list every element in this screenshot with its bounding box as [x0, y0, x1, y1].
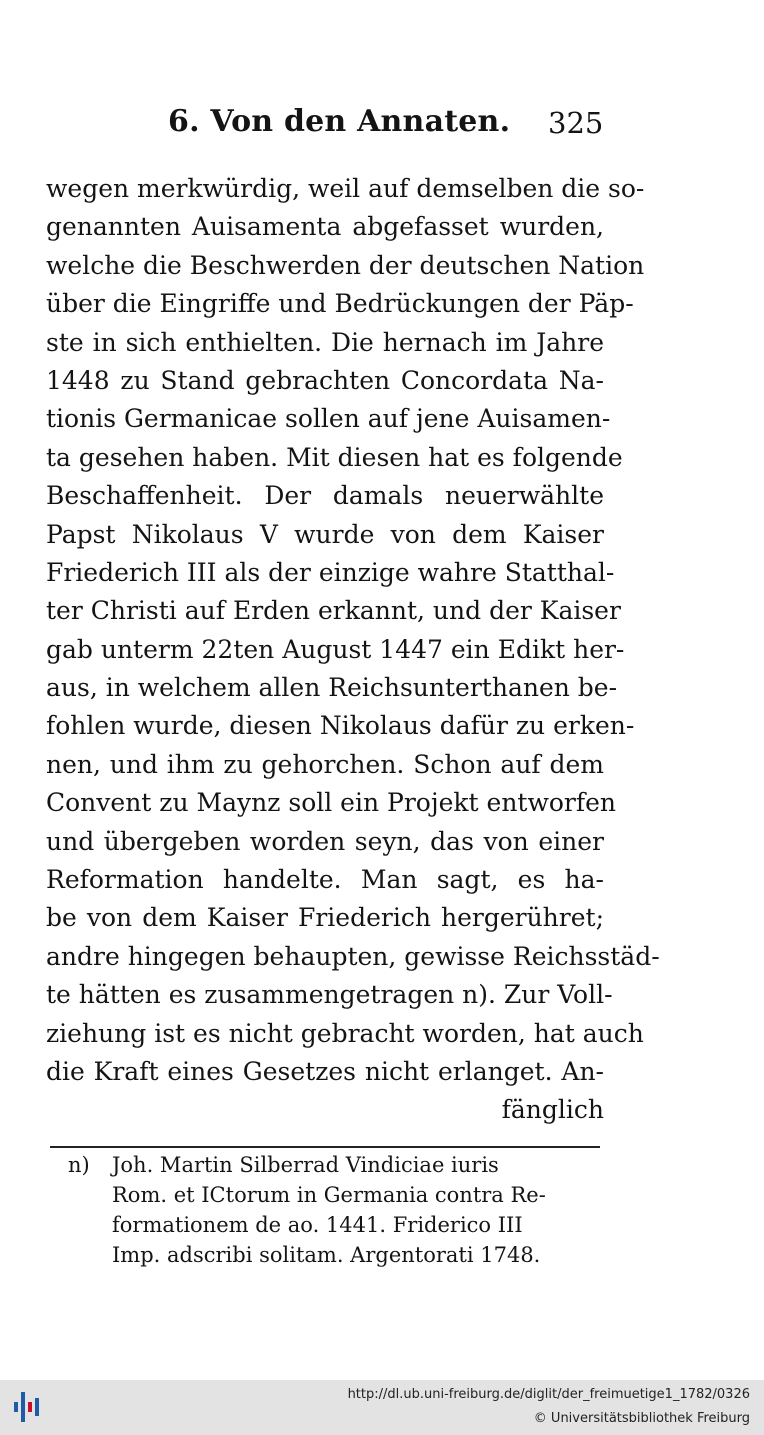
- text-line: tionis Germanicae sollen auf jene Auisamen-: [46, 404, 611, 434]
- footnote-line: [68, 1180, 604, 1210]
- ub-freiburg-logo-icon[interactable]: [10, 1390, 44, 1424]
- copyright-notice: © Universitätsbibliothek Freiburg: [533, 1411, 750, 1426]
- text-line: ziehung ist es nicht gebracht worden, hat auch: [46, 1018, 644, 1048]
- footnote-line: [68, 1210, 604, 1240]
- footnote-text: formationem de ao. 1441. Friderico III: [112, 1213, 523, 1237]
- footnote-text: Imp. adscribi solitam. Argentorati 1748.: [112, 1243, 541, 1267]
- text-line: über die Eingriffe und Bedrückungen der Päp-: [46, 289, 634, 319]
- text-line: ste in sich enthielten. Die hernach im Jahre: [46, 327, 604, 357]
- catchword: fänglich: [501, 1095, 604, 1125]
- footnote-line: [68, 1240, 604, 1270]
- text-line: andre hingegen behaupten, gewisse Reichsstäd-: [46, 941, 660, 971]
- footnote-text: Joh. Martin Silberrad Vindiciae iuris: [112, 1153, 499, 1177]
- text-line: ta gesehen haben. Mit diesen hat es folgende: [46, 442, 623, 472]
- text-line: be von dem Kaiser Friederich hergerühret;: [46, 903, 604, 933]
- page-header: [0, 104, 764, 150]
- text-line: te hätten es zusammengetragen n). Zur Voll-: [46, 980, 613, 1010]
- logo-graphic: [10, 1390, 44, 1424]
- text-line: gab unterm 22ten August 1447 ein Edikt her-: [46, 634, 625, 664]
- running-title: 6. Von den Annaten.: [168, 104, 511, 139]
- permalink-url[interactable]: http://dl.ub.uni-freiburg.de/diglit/der_freimuetige1_1782/0326: [347, 1387, 750, 1402]
- text-line: die Kraft eines Gesetzes nicht erlanget. An-: [46, 1056, 604, 1086]
- footnote: [68, 1150, 604, 1270]
- text-line: Friederich III als der einzige wahre Statthal-: [46, 557, 615, 587]
- text-line: Reformation handelte. Man sagt, es ha-: [46, 865, 604, 895]
- footer-bar: [0, 1380, 764, 1435]
- text-line: und übergeben worden seyn, das von einer: [46, 826, 604, 856]
- text-line: Convent zu Maynz soll ein Projekt entworfen: [46, 788, 617, 818]
- page-number: 325: [548, 106, 604, 140]
- footnote-marker: n): [68, 1153, 90, 1177]
- text-line: Papst Nikolaus V wurde von dem Kaiser: [46, 519, 604, 549]
- footnote-divider: [50, 1146, 600, 1148]
- text-line: ter Christi auf Erden erkannt, und der Kaiser: [46, 596, 621, 626]
- text-line: nen, und ihm zu gehorchen. Schon auf dem: [46, 749, 604, 779]
- body-text: [46, 170, 660, 1130]
- text-line: fohlen wurde, diesen Nikolaus dafür zu erken-: [46, 711, 635, 741]
- text-line: Beschaffenheit. Der damals neuerwählte: [46, 481, 604, 511]
- footnote-line: [68, 1150, 604, 1180]
- text-line: genannten Auisamenta abgefasset wurden,: [46, 212, 604, 242]
- text-line: welche die Beschwerden der deutschen Nation: [46, 250, 645, 280]
- text-line: 1448 zu Stand gebrachten Concordata Na-: [46, 365, 604, 395]
- footnote-text: Rom. et ICtorum in Germania contra Re-: [112, 1183, 546, 1207]
- text-line: aus, in welchem allen Reichsunterthanen be-: [46, 673, 618, 703]
- text-line: wegen merkwürdig, weil auf demselben die so-: [46, 174, 645, 203]
